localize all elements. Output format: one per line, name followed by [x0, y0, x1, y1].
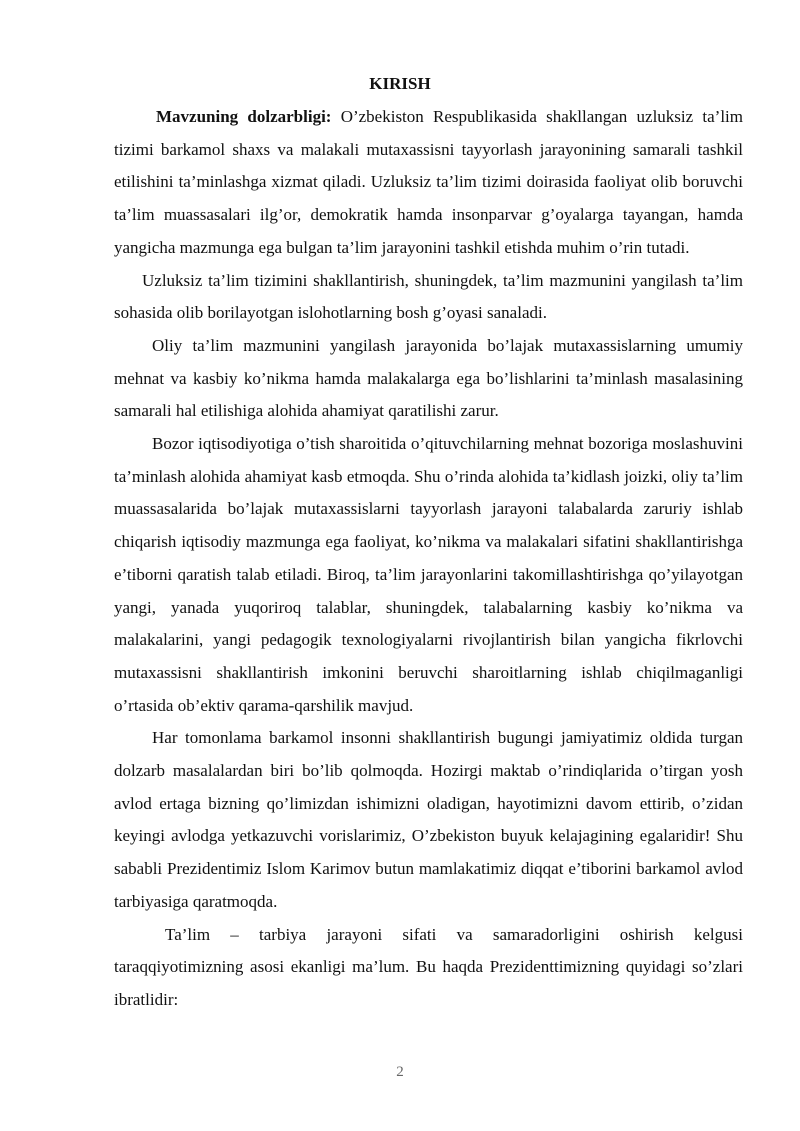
relevance-lead: Mavzuning dolzarbligi: — [156, 107, 332, 126]
paragraph-higher-education: Oliy ta’lim mazmunini yangilash jarayonida bo’lajak mutaxassislarning umumiy mehnat va kasbiy ko’nikma hamda malakalarga ega bo’lishlarini ta’minlash masalasining samarali hal etilishiga alohida ahamiyat qaratilishi zarur. — [114, 335, 743, 421]
paragraph-relevance — [114, 101, 743, 265]
paragraph-harmonious-person: Har tomonlama barkamol insonni shakllantirish bugungi jamiyatimiz oldida turgan dolzarb masalalardan biri bo’lib qolmoqda. Hozirgi maktab o’rindiqlarida o’tirgan yosh avlod ertaga bizning qo’limizdan ishimizni oladigan, hayotimizni davom ettirib, o’zidan keyingi avlodga yetkazuvchi vorislarimiz, O’zbekiston buyuk kelajagining egalaridir! Shu sababli Prezidentimiz Islom Karimov butun mamlakatimiz diqqat e’tiborini barkamol avlod tarbiyasiga qaratmoqda. — [114, 728, 743, 911]
paragraph-education-quality: Ta’lim – tarbiya jarayoni sifati va samaradorligini oshirish kelgusi taraqqiyotimizning asosi ekanligi ma’lum. Bu haqda Prezidenttimizning quyidagi so’zlari ibratlidir: — [114, 924, 743, 1009]
paragraph-market-economy: Bozor iqtisodiyotiga o’tish sharoitida o’qituvchilarning mehnat bozoriga moslashuvini ta’minlash alohida ahamiyat kasb etmoqda. Shu o’rinda alohida ta’kidlash joizki, oliy ta’lim muassasalarida bo’lajak mutaxassislarni tayyorlash jarayoni talabalarda zaruriy ishlab chiqarish iqtisodiy mazmunga ega faoliyat, ko’nikma va malakalari sifatini shakllantirishga e’tiborni qaratish talab etiladi. Biroq, ta’lim jarayonlarini takomillashtirishga qo’yilayotgan yangi, yanada yuqoriroq talablar, shuningdek, talabalarning kasbiy ko’nikma va malakalarini, yangi pedagogik texnologiyalarni rivojlantirish bilan yangicha fikrlovchi mutaxassisni shakllantirish imkonini beruvchi sharoitlarning ishlab chiqilmaganligi o’rtasida ob’ektiv qarama-qarshilik mavjud. — [114, 434, 743, 715]
section-title: KIRISH — [369, 74, 431, 93]
paragraph-continuous-education: Uzluksiz ta’lim tizimini shakllantirish, shuningdek, ta’lim mazmunini yangilash ta’lim sohasida olib borilayotgan islohotlarning bosh g’oyasi sanaladi. — [114, 270, 743, 323]
page-number: 2 — [396, 1064, 404, 1080]
body-text — [114, 101, 743, 1017]
relevance-text: O’zbekiston Respublikasida shakllangan uzluksiz ta’lim tizimi barkamol shaxs va malakali mutaxassisni tayyorlash jarayonining samarali tashkil etilishini ta’minlashga xizmat qiladi. Uzluksiz ta’lim tizimi doirasida faoliyat olib boruvchi ta’lim muassasalari ilg’or, demokratik hamda insonparvar g’oyalarga tayangan, hamda yangicha mazmunga ega bulgan ta’lim jarayonini tashkil etishda muhim o’rin tutadi. — [114, 107, 744, 257]
